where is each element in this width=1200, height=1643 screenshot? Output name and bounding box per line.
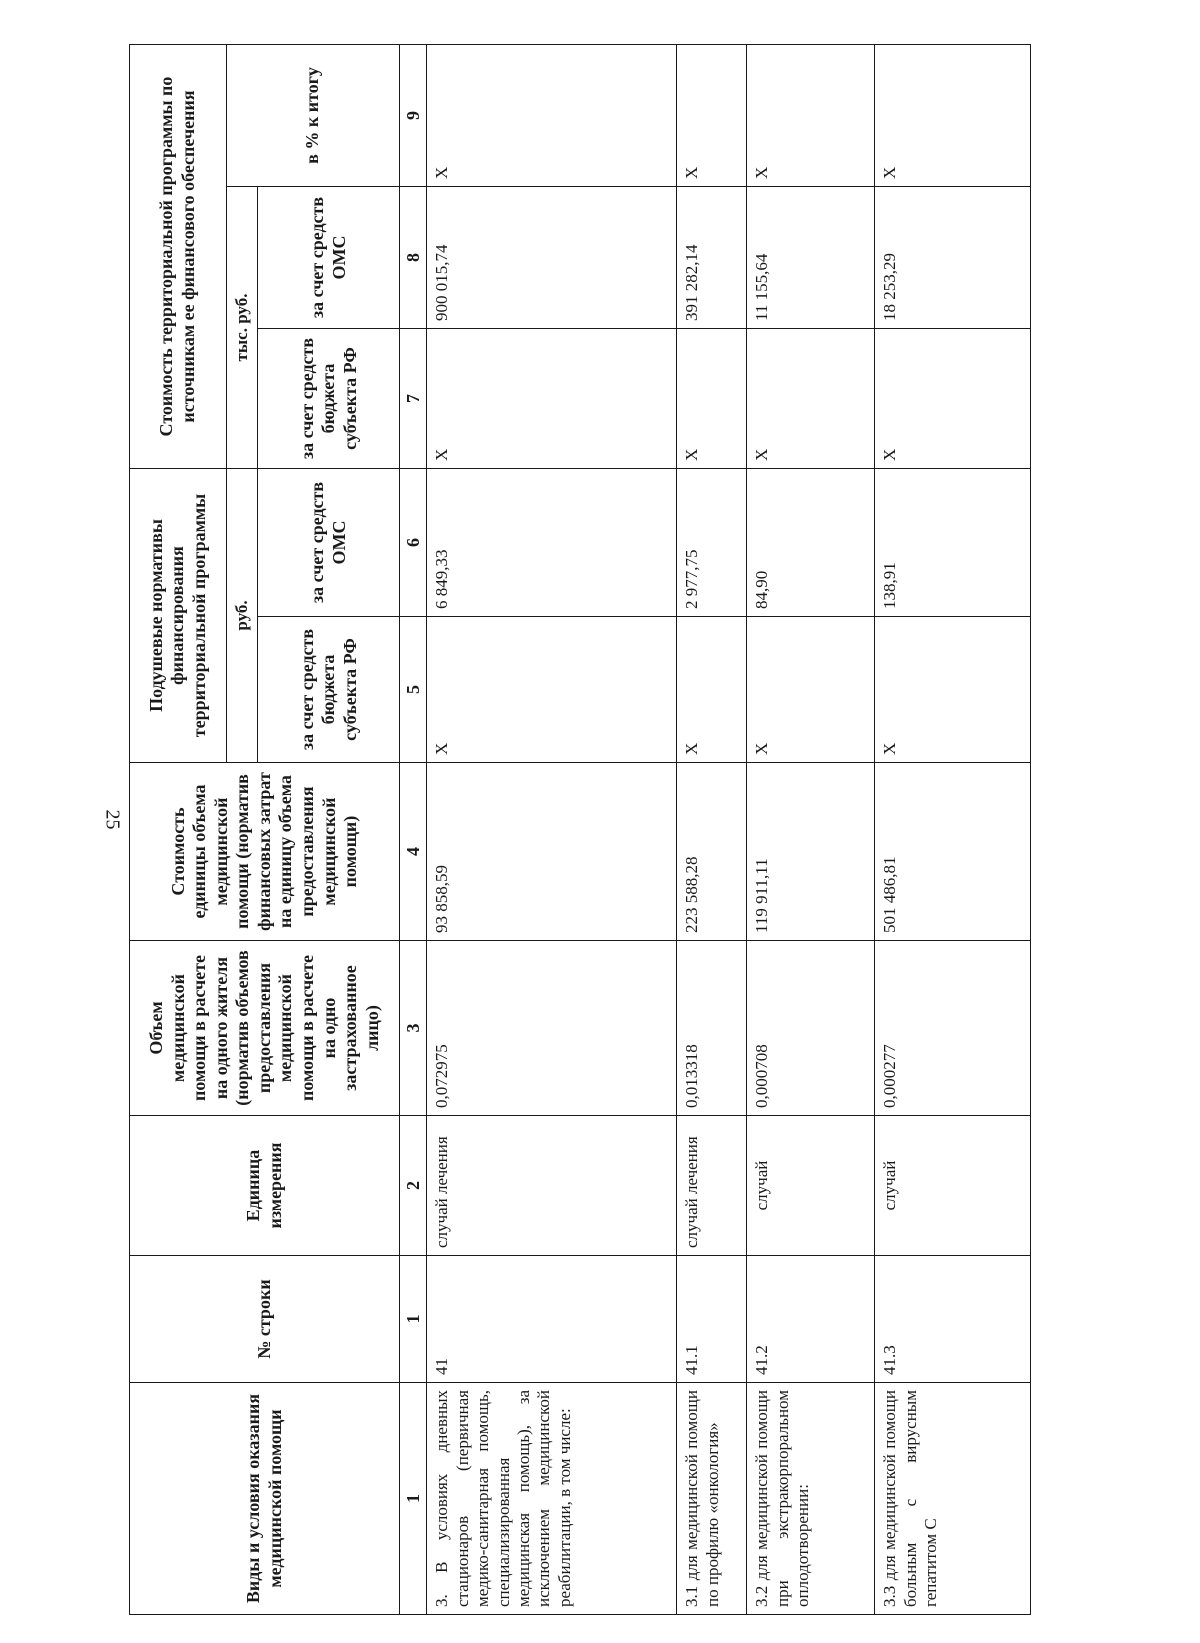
col-number: 7 — [400, 329, 427, 469]
financing-table — [129, 44, 1031, 1615]
row-col6: 2 977,75 — [677, 469, 747, 617]
row-name: 3.3 для медицинской помощи больным с вирусным гепатитом С — [875, 1383, 1031, 1615]
row-volume: 0,072975 — [427, 941, 677, 1116]
row-unit: случай — [875, 1116, 1031, 1256]
row-col9: X — [427, 45, 677, 187]
col-number: 9 — [400, 45, 427, 187]
row-col7: X — [677, 329, 747, 469]
row-col9: X — [875, 45, 1031, 187]
row-col8: 18 253,29 — [875, 187, 1031, 329]
row-volume: 0,000708 — [747, 941, 875, 1116]
row-col7: X — [747, 329, 875, 469]
row-col6: 84,90 — [747, 469, 875, 617]
table-row — [677, 45, 747, 1615]
row-col5: X — [677, 617, 747, 763]
header-cost-unit: Стоимость единицы объема медицинской помощи (норматив финансовых затрат на единицу объема предоставления медицинской помощи) — [130, 763, 400, 941]
header-unit: Единица измерения — [130, 1116, 400, 1256]
row-col8: 11 155,64 — [747, 187, 875, 329]
row-volume: 0,013318 — [677, 941, 747, 1116]
header-per-capita-unit: руб. — [227, 469, 258, 763]
row-unit: случай лечения — [427, 1116, 677, 1256]
row-name: 3.1 для медицинской помощи по профилю «онкология» — [677, 1383, 747, 1615]
row-col8: 391 282,14 — [677, 187, 747, 329]
header-cost-program: Стоимость территориальной программы по источникам ее финансового обеспечения — [130, 45, 227, 469]
row-name: 3.2 для медицинской помощи при экстракорпоральном оплодотворении: — [747, 1383, 875, 1615]
header-budget-col7: за счет средств бюджета субъекта РФ — [258, 329, 400, 469]
row-unit: случай лечения — [677, 1116, 747, 1256]
col-number: 8 — [400, 187, 427, 329]
row-cost: 223 588,28 — [677, 763, 747, 941]
row-volume: 0,000277 — [875, 941, 1031, 1116]
header-cost-program-unit: тыс. руб. — [227, 187, 258, 469]
table-row — [427, 45, 677, 1615]
col-number: 1 — [400, 1256, 427, 1383]
col-number: 2 — [400, 1116, 427, 1256]
header-row-no: № строки — [130, 1256, 400, 1383]
row-col7: X — [427, 329, 677, 469]
header-oms-col6: за счет средств ОМС — [258, 469, 400, 617]
row-unit: случай — [747, 1116, 875, 1256]
header-percent: в % к итогу — [227, 45, 400, 187]
row-cost: 119 911,11 — [747, 763, 875, 941]
row-number: 41.1 — [677, 1256, 747, 1383]
row-col5: X — [427, 617, 677, 763]
row-number: 41.3 — [875, 1256, 1031, 1383]
col-number: 5 — [400, 617, 427, 763]
table-row — [747, 45, 875, 1615]
col-number: 6 — [400, 469, 427, 617]
row-col7: X — [875, 329, 1031, 469]
page-number: 25 — [101, 809, 124, 830]
header-volume: Объем медицинской помощи в расчете на одного жителя (норматив объемов предоставления медицинской помощи в расчете на одно застрахованное лицо) — [130, 941, 400, 1116]
rotated-table-container — [129, 45, 1025, 1615]
header-budget-col5: за счет средств бюджета субъекта РФ — [258, 617, 400, 763]
row-col8: 900 015,74 — [427, 187, 677, 329]
row-col9: X — [677, 45, 747, 187]
row-cost: 93 858,59 — [427, 763, 677, 941]
row-col9: X — [747, 45, 875, 187]
row-col5: X — [875, 617, 1031, 763]
col-number: 3 — [400, 941, 427, 1116]
col-number: 4 — [400, 763, 427, 941]
row-col6: 138,91 — [875, 469, 1031, 617]
col-number: 1 — [400, 1383, 427, 1615]
header-oms-col8: за счет средств ОМС — [258, 187, 400, 329]
row-cost: 501 486,81 — [875, 763, 1031, 941]
row-col5: X — [747, 617, 875, 763]
row-number: 41.2 — [747, 1256, 875, 1383]
row-col6: 6 849,33 — [427, 469, 677, 617]
header-types: Виды и условия оказания медицинской помощи — [130, 1383, 400, 1615]
row-number: 41 — [427, 1256, 677, 1383]
row-name: 3. В условиях дневных стационаров (первичная медико-санитарная помощь, специализированная медицинская помощь), за исключением медицинской реабилитации, в том числе: — [427, 1383, 677, 1615]
table-row — [875, 45, 1031, 1615]
header-per-capita: Подушевые нормативы финансирования территориальной программы — [130, 469, 227, 763]
